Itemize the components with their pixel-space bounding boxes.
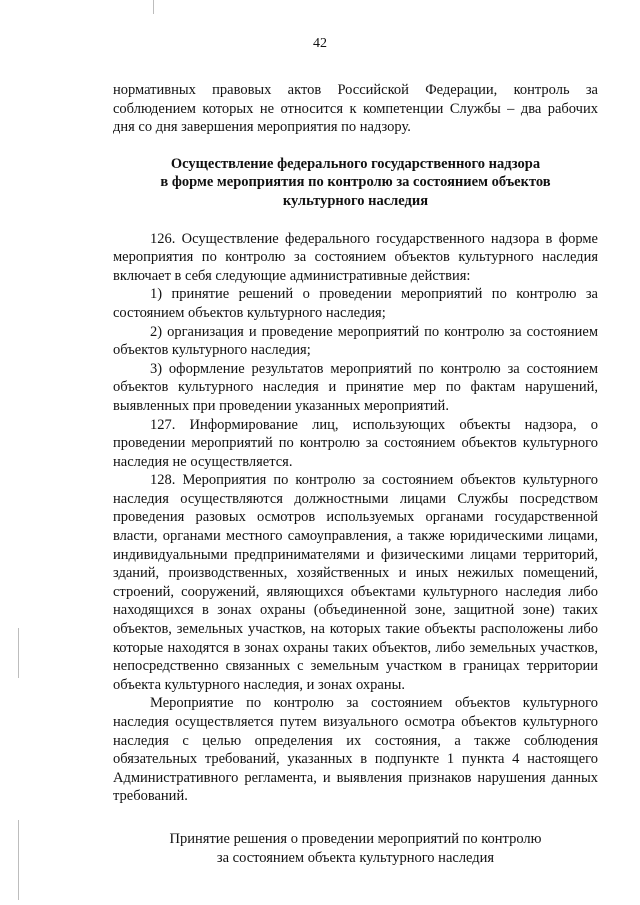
paragraph-126: 126. Осуществление федерального государственного надзора в форме мероприятия по контролю за состоянием объектов культурного наследия включает в себя следующие административные действия: — [113, 230, 598, 284]
subsection-heading — [113, 830, 598, 867]
section-heading — [113, 155, 598, 211]
paragraph-128: 128. Мероприятия по контролю за состоянием объектов культурного наследия осуществляются должностными лицами Службы посредством проведения разовых осмотров используемых органами государственной власти, органами местного самоуправления, а также юридическими лицами, индивидуальными предпринимателями и физическими лицами территорий, зданий, производственных, хозяйственных и иных нежилых помещений, строений, сооружений, являющихся объектами культурного наследия либо находящихся в зонах охраны (объединенной зоне, защитной зоне) таких объектов, земельных участков, на которых такие объекты расположены либо которые находятся в зонах охраны таких объектов, либо земельных участков, непосредственно связанных с земельным участком в границах территории объекта культурного наследия, и зонах охраны. — [113, 472, 598, 693]
paragraph-127: 127. Информирование лиц, использующих объекты надзора, о проведении мероприятий по контролю за состоянием объектов культурного наследия не осуществляется. — [113, 416, 598, 470]
intro-paragraph: нормативных правовых актов Российской Федерации, контроль за соблюдением которых не относится к компетенции Службы – два рабочих дня со дня завершения мероприятия по надзору. — [113, 82, 598, 136]
list-item-1: 1) принятие решений о проведении мероприятий по контролю за состоянием объектов культурного наследия; — [113, 286, 598, 321]
scan-margin-mark — [153, 0, 154, 14]
section-heading-line: Осуществление федерального государственного надзора — [170, 155, 541, 172]
scan-margin-mark — [18, 628, 19, 678]
list-item-3: 3) оформление результатов мероприятий по контролю за состоянием объектов культурного наследия и принятие мер по фактам нарушений, выявленных при проведении указанных мероприятий. — [113, 360, 598, 414]
list-item-2: 2) организация и проведение мероприятий по контролю за состоянием объектов культурного наследия; — [113, 323, 598, 359]
page-number: 42 — [313, 36, 327, 51]
section-heading-line: культурного наследия — [282, 192, 429, 209]
subsection-heading-line: Принятие решения о проведении мероприятий по контролю — [169, 830, 542, 847]
paragraph-inspection: Мероприятие по контролю за состоянием объектов культурного наследия осуществляется путем визуального осмотра объектов культурного наследия с целью определения их состояния, а также соблюдения обязательных требований, указанных в подпункте 1 пункта 4 настоящего Административного регламента, и выявления признаков нарушения данных требований. — [113, 695, 598, 805]
scan-margin-mark — [18, 820, 19, 900]
section-heading-line: в форме мероприятия по контролю за состоянием объектов — [160, 174, 551, 191]
subsection-heading-line: за состоянием объекта культурного наследия — [216, 849, 495, 866]
document-body — [113, 81, 598, 867]
